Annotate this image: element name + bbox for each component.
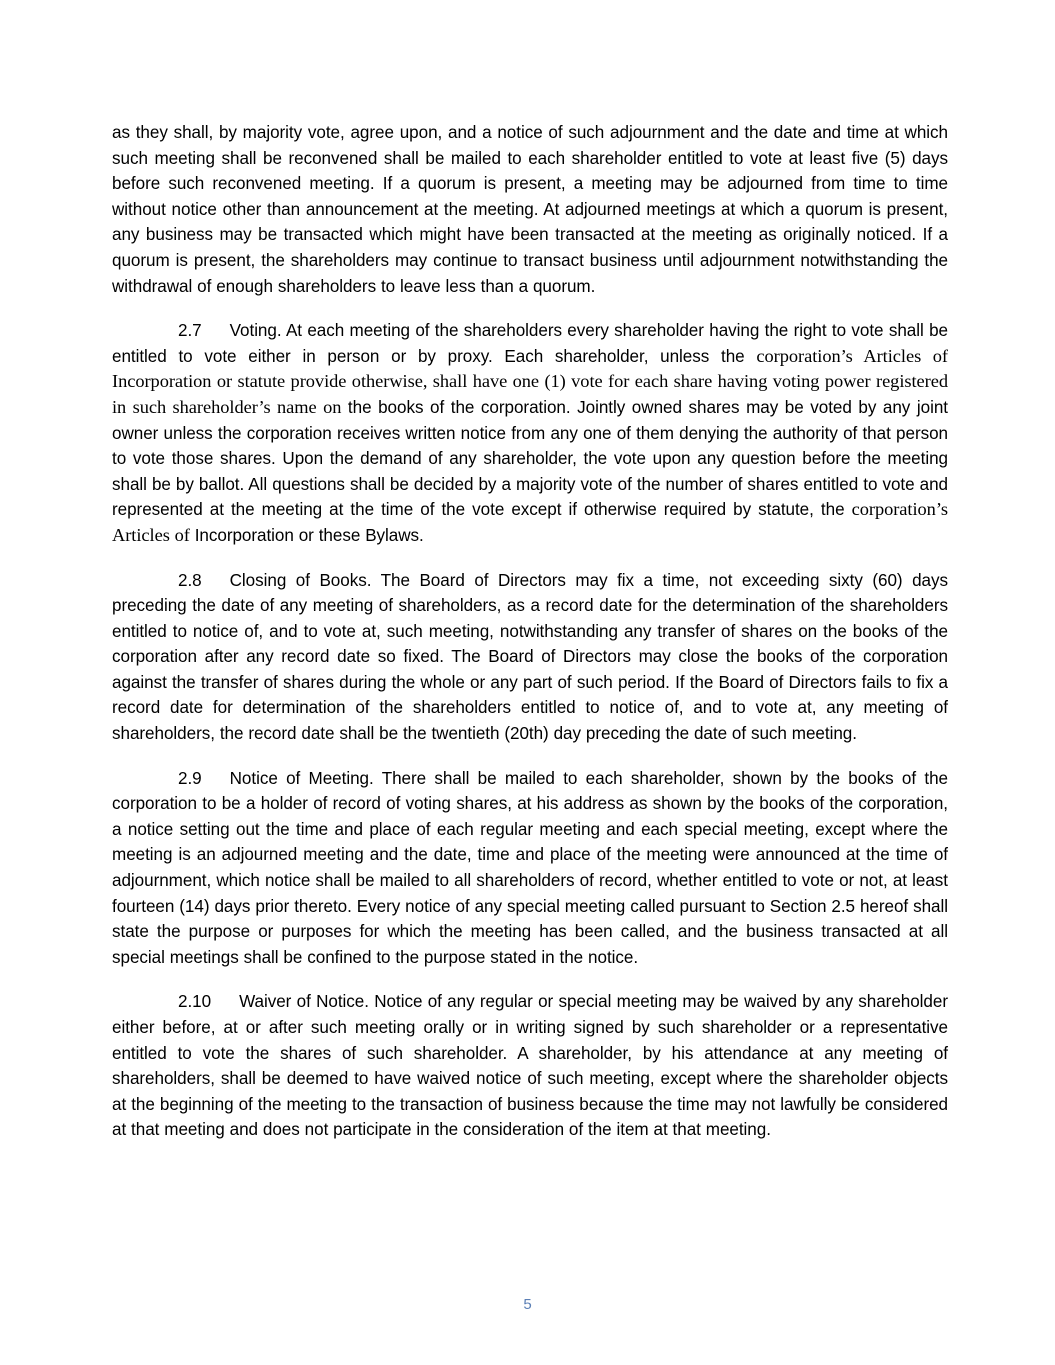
paragraph-section-2-10 [112, 989, 948, 1143]
paragraph-text-part2: the books of the corporation. Jointly owned shares may be voted by any joint owner unless the corporation receives written notice from any one of them denying the authority of that person to vote those shares. Upon the demand of any shareholder, the vote upon any question before the meeting shall be by ballot. All questions shall be decided by a majority vote of the number of shares entitled to vote and represented at the meeting at the time of the vote except if otherwise required by statute, the [112, 397, 948, 520]
section-heading: Voting. [229, 321, 282, 341]
section-number: 2.7 [178, 321, 202, 341]
paragraph-text-part1: At each meeting of the shareholders every shareholder having the right to vote shall be entitled to vote either in person or by proxy. Each shareholder, unless the [112, 321, 948, 366]
paragraph-text-part3: Incorporation or these Bylaws. [194, 525, 424, 545]
section-number: 2.10 [178, 992, 212, 1012]
paragraph-text: Notice of any regular or special meeting may be waived by any shareholder either before, at or after such meeting orally or in writing signed by such shareholder or a representative entitled to vote the shares of such shareholder. A shareholder, by his attendance at any meeting of shareholders, shall be deemed to have waived notice of such meeting, except where the shareholder objects at the beginning of the meeting to the transaction of business because the time may not lawfully be considered at that meeting and does not participate in the consideration of the item at that meeting. [112, 992, 948, 1140]
paragraph-text-serif: corporation’s Articles of Incorporation or statute provide otherwise, shall have one (1) vote for each share having voting power registered in such shareholder’s name on [112, 345, 948, 417]
paragraph-text-serif-2: corporation’s Articles of [112, 499, 948, 545]
paragraph-text: as they shall, by majority vote, agree upon, and a notice of such adjournment and the date and time at which such meeting shall be reconvened shall be mailed to each shareholder entitled to vote at least five (5) days before such reconvened meeting. If a quorum is present, a meeting may be adjourned from time to time without notice other than announcement at the meeting. At adjourned meetings at which a quorum is present, any business may be transacted which might have been transacted at the meeting as originally noticed. If a quorum is present, the shareholders may continue to transact business until adjournment notwithstanding the withdrawal of enough shareholders to leave less than a quorum. [112, 123, 948, 296]
section-heading: Notice of Meeting. [229, 768, 374, 788]
section-number: 2.8 [178, 570, 202, 590]
paragraph-section-2-9 [112, 766, 948, 971]
section-number: 2.9 [178, 768, 202, 788]
paragraph-text: There shall be mailed to each shareholder, shown by the books of the corporation to be a holder of record of voting shares, at his address as shown by the books of the corporation, a notice setting out the time and place of each regular meeting and each special meeting, except where the meeting is an adjourned meeting and the date, time and place of the meeting were announced at the time of adjournment, which notice shall be mailed to all shareholders of record, whether entitled to vote or not, at least fourteen (14) days prior thereto. Every notice of any special meeting called pursuant to Section 2.5 hereof shall state the purpose or purposes for which the meeting has been called, and the business transacted at all special meetings shall be confined to the purpose stated in the notice. [112, 768, 948, 967]
page-number: 5 [523, 1296, 532, 1313]
paragraph-section-2-8 [112, 568, 948, 747]
document-body [112, 120, 948, 1143]
section-heading: Closing of Books. [229, 570, 372, 590]
paragraph-section-2-7 [112, 318, 948, 548]
paragraph-text: The Board of Directors may fix a time, not exceeding sixty (60) days preceding the date of any meeting of shareholders, as a record date for the determination of the shareholders entitled to notice of, and to vote at, such meeting, notwithstanding any transfer of shares on the books of the corporation after any record date so fixed. The Board of Directors may close the books of the corporation against the transfer of shares during the whole or any part of such period. If the Board of Directors fails to fix a record date for determination of the shareholders entitled to notice of, and to vote at, any meeting of shareholders, the record date shall be the twentieth (20th) day preceding the date of such meeting. [112, 570, 948, 744]
section-heading: Waiver of Notice. [239, 992, 369, 1012]
paragraph-carryover [112, 120, 948, 299]
